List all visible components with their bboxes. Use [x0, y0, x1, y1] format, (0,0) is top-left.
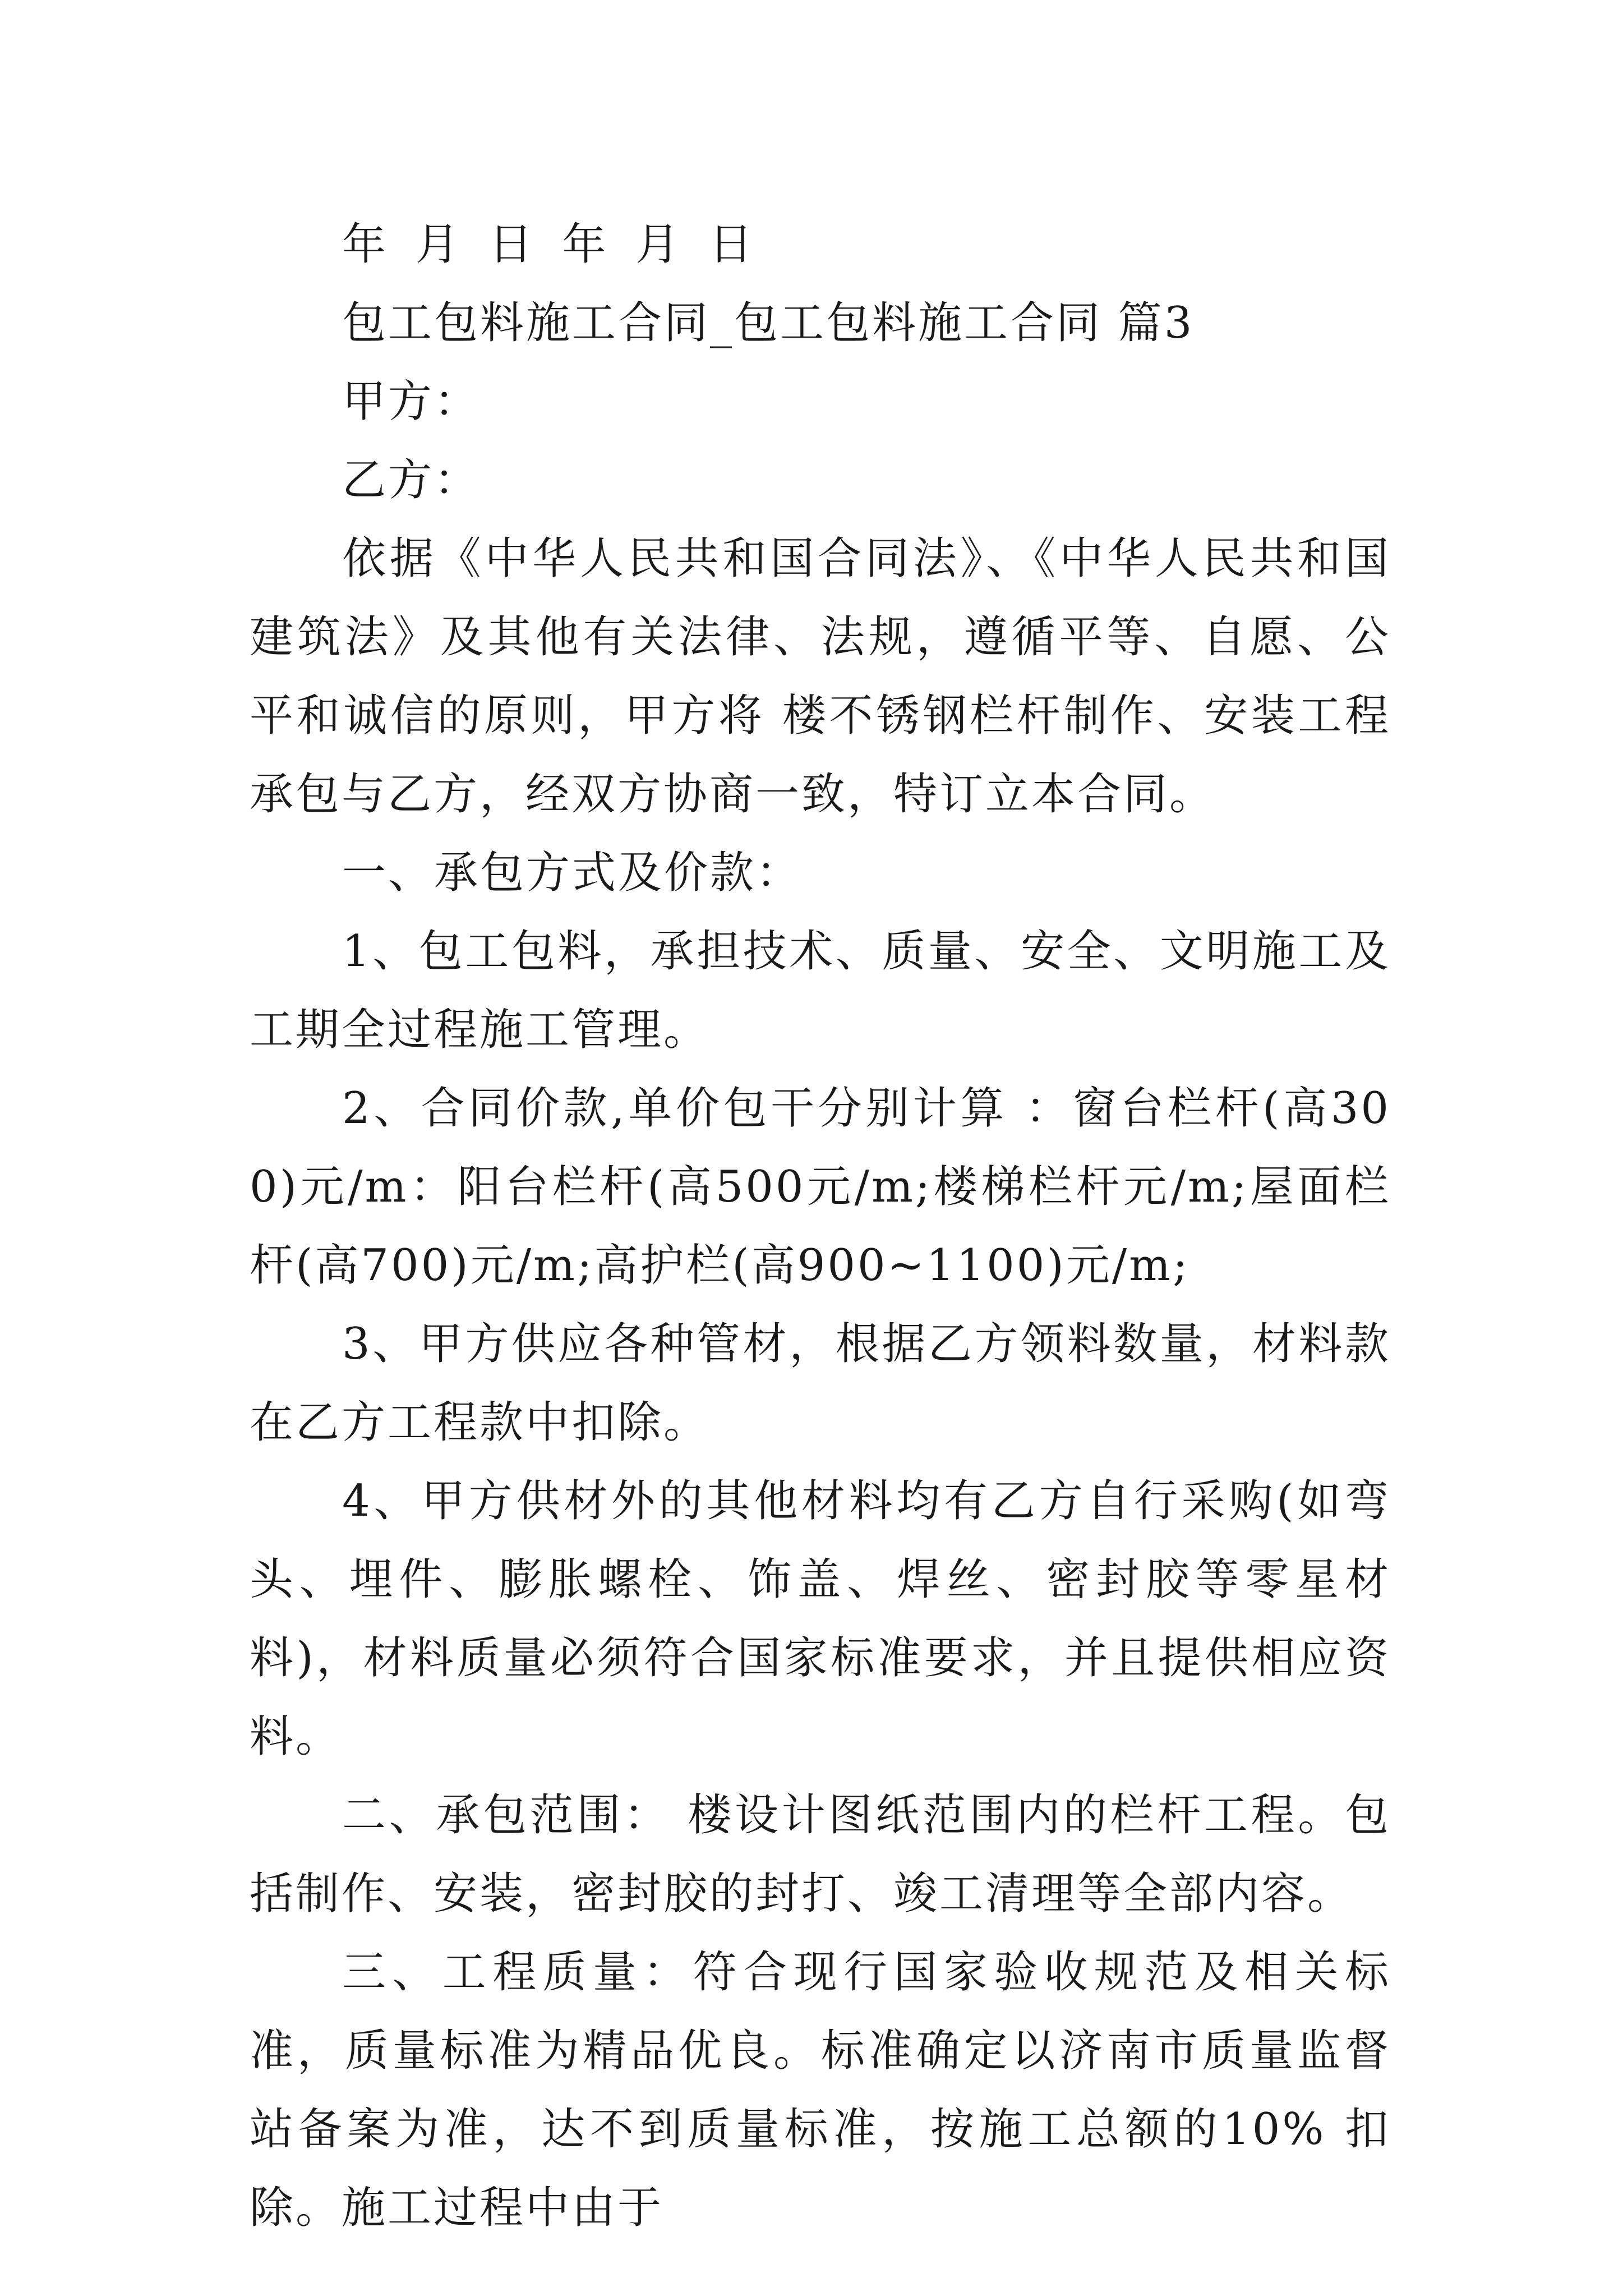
section-heading-contract-method: 一、承包方式及价款：: [342, 848, 803, 898]
clause-2: 2、合同价款,单价包干分别计算 ：窗台栏杆(高300)元/m：阳台栏杆(高500元/m;楼梯栏杆元/m;屋面栏杆(高700)元/m;高护栏(高900~1100)元/m;: [250, 1083, 1391, 1291]
clause-4: 4、甲方供材外的其他材料均有乙方自行采购(如弯头、埋件、膨胀螺栓、饰盖、焊丝、密封胶等零星材料)，材料质量必须符合国家标准要求，并且提供相应资料。: [250, 1476, 1391, 1762]
section-quality-paragraph: 三、工程质量：符合现行国家验收规范及相关标准，质量标准为精品优良。标准确定以济南市质量监督站备案为准，达不到质量标准，按施工总额的10% 扣除。施工过程中由于: [250, 1947, 1391, 2233]
clause-3: 3、甲方供应各种管材，根据乙方领料数量，材料款在乙方工程款中扣除。: [250, 1319, 1391, 1448]
party-b-line: 乙方：: [342, 455, 481, 505]
preamble-paragraph: 依据《中华人民共和国合同法》、《中华人民共和国建筑法》及其他有关法律、法规，遵循平等、自愿、公平和诚信的原则，甲方将 楼不锈钢栏杆制作、安装工程承包与乙方，经双方协商一致，特订立本合同。: [250, 533, 1391, 820]
party-a-line: 甲方：: [342, 376, 481, 427]
contract-heading: 包工包料施工合同_包工包料施工合同 篇3: [342, 298, 1195, 348]
date-line: 年 月 日 年 月 日: [342, 219, 760, 270]
contract-text: [250, 205, 1391, 2247]
section-scope-paragraph: 二、承包范围： 楼设计图纸范围内的栏杆工程。包括制作、安装，密封胶的封打、竣工清理等全部内容。: [250, 1790, 1391, 1919]
clause-1: 1、包工包料，承担技术、质量、安全、文明施工及工期全过程施工管理。: [250, 926, 1391, 1055]
